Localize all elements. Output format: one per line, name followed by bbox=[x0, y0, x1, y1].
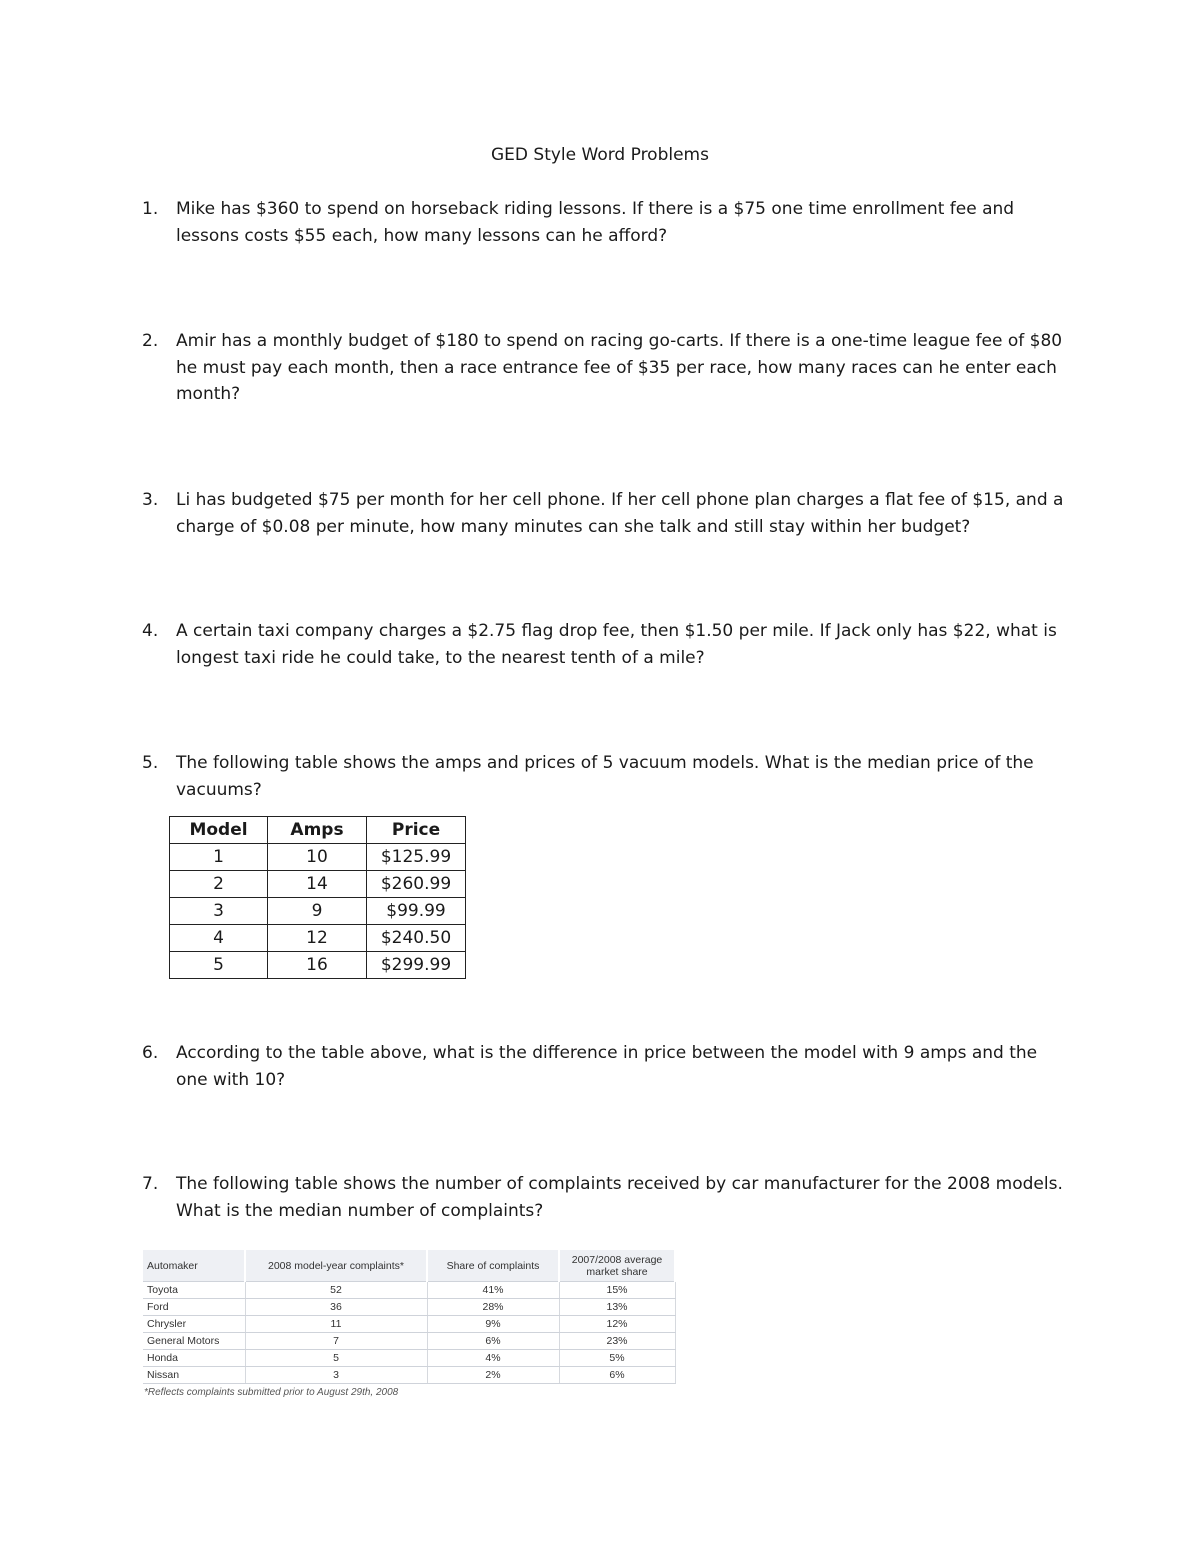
cell-model: 3 bbox=[170, 898, 268, 925]
table-row bbox=[170, 898, 466, 925]
header-market-share: 2007/2008 average market share bbox=[559, 1250, 675, 1282]
cell-model: 5 bbox=[170, 952, 268, 979]
cell-automaker: Honda bbox=[143, 1350, 245, 1367]
cell-market-share: 6% bbox=[559, 1367, 675, 1384]
cell-market-share: 15% bbox=[559, 1282, 675, 1299]
cell-price: $125.99 bbox=[367, 844, 466, 871]
cell-amps: 12 bbox=[268, 925, 367, 952]
header-price: Price bbox=[367, 817, 466, 844]
problem-number: 6. bbox=[142, 1043, 159, 1063]
header-complaints: 2008 model-year complaints* bbox=[245, 1250, 427, 1282]
table-row bbox=[143, 1350, 675, 1367]
vacuum-table bbox=[169, 816, 466, 979]
problem-number: 4. bbox=[142, 621, 159, 641]
table-footnote: *Reflects complaints submitted prior to August 29th, 2008 bbox=[144, 1387, 399, 1398]
cell-complaints: 36 bbox=[245, 1299, 427, 1316]
page-title: GED Style Word Problems bbox=[491, 145, 709, 165]
cell-amps: 10 bbox=[268, 844, 367, 871]
table-row bbox=[143, 1299, 675, 1316]
header-amps: Amps bbox=[268, 817, 367, 844]
cell-complaints: 52 bbox=[245, 1282, 427, 1299]
cell-automaker: Ford bbox=[143, 1299, 245, 1316]
complaints-table bbox=[143, 1250, 676, 1384]
cell-share: 2% bbox=[427, 1367, 559, 1384]
cell-complaints: 5 bbox=[245, 1350, 427, 1367]
cell-complaints: 7 bbox=[245, 1333, 427, 1350]
cell-market-share: 13% bbox=[559, 1299, 675, 1316]
problem-text: The following table shows the amps and prices of 5 vacuum models. What is the median price of the vacuums? bbox=[176, 753, 1034, 800]
cell-share: 41% bbox=[427, 1282, 559, 1299]
cell-price: $240.50 bbox=[367, 925, 466, 952]
table-row bbox=[143, 1282, 675, 1299]
problem-text: According to the table above, what is the difference in price between the model with 9 amps and the one with 10? bbox=[176, 1043, 1038, 1090]
problem-number: 7. bbox=[142, 1174, 159, 1194]
cell-automaker: Toyota bbox=[143, 1282, 245, 1299]
cell-amps: 14 bbox=[268, 871, 367, 898]
cell-price: $299.99 bbox=[367, 952, 466, 979]
cell-share: 6% bbox=[427, 1333, 559, 1350]
cell-price: $99.99 bbox=[367, 898, 466, 925]
cell-share: 28% bbox=[427, 1299, 559, 1316]
cell-automaker: Nissan bbox=[143, 1367, 245, 1384]
cell-share: 9% bbox=[427, 1316, 559, 1333]
cell-automaker: Chrysler bbox=[143, 1316, 245, 1333]
problem-number: 1. bbox=[142, 199, 159, 219]
header-share: Share of complaints bbox=[427, 1250, 559, 1282]
header-automaker: Automaker bbox=[143, 1250, 245, 1282]
cell-amps: 16 bbox=[268, 952, 367, 979]
table-row bbox=[170, 952, 466, 979]
table-row bbox=[143, 1333, 675, 1350]
cell-model: 1 bbox=[170, 844, 268, 871]
cell-model: 4 bbox=[170, 925, 268, 952]
problem-number: 5. bbox=[142, 753, 159, 773]
problem-text: Mike has $360 to spend on horseback riding lessons. If there is a $75 one time enrollment fee and lessons costs $55 each, how many lessons can he afford? bbox=[176, 199, 1015, 246]
problem-text: A certain taxi company charges a $2.75 flag drop fee, then $1.50 per mile. If Jack only has $22, what is longest taxi ride he could take, to the nearest tenth of a mile? bbox=[176, 621, 1057, 668]
table-header-row bbox=[170, 817, 466, 844]
cell-amps: 9 bbox=[268, 898, 367, 925]
table-row bbox=[170, 925, 466, 952]
problem-number: 3. bbox=[142, 490, 159, 510]
table-row bbox=[170, 844, 466, 871]
problem-text: The following table shows the number of complaints received by car manufacturer for the 2008 models. What is the median number of complaints? bbox=[176, 1174, 1063, 1221]
cell-complaints: 11 bbox=[245, 1316, 427, 1333]
table-header-row bbox=[143, 1250, 675, 1282]
header-model: Model bbox=[170, 817, 268, 844]
cell-share: 4% bbox=[427, 1350, 559, 1367]
cell-price: $260.99 bbox=[367, 871, 466, 898]
cell-market-share: 5% bbox=[559, 1350, 675, 1367]
cell-model: 2 bbox=[170, 871, 268, 898]
table-row bbox=[143, 1367, 675, 1384]
problem-number: 2. bbox=[142, 331, 159, 351]
problem-text: Li has budgeted $75 per month for her cell phone. If her cell phone plan charges a flat fee of $15, and a charge of $0.08 per minute, how many minutes can she talk and still stay within her budget? bbox=[176, 490, 1064, 537]
cell-market-share: 12% bbox=[559, 1316, 675, 1333]
cell-market-share: 23% bbox=[559, 1333, 675, 1350]
cell-automaker: General Motors bbox=[143, 1333, 245, 1350]
table-row bbox=[143, 1316, 675, 1333]
problem-text: Amir has a monthly budget of $180 to spend on racing go-carts. If there is a one-time league fee of $80 he must pay each month, then a race entrance fee of $35 per race, how many races can he enter each month? bbox=[176, 331, 1063, 404]
cell-complaints: 3 bbox=[245, 1367, 427, 1384]
table-row bbox=[170, 871, 466, 898]
